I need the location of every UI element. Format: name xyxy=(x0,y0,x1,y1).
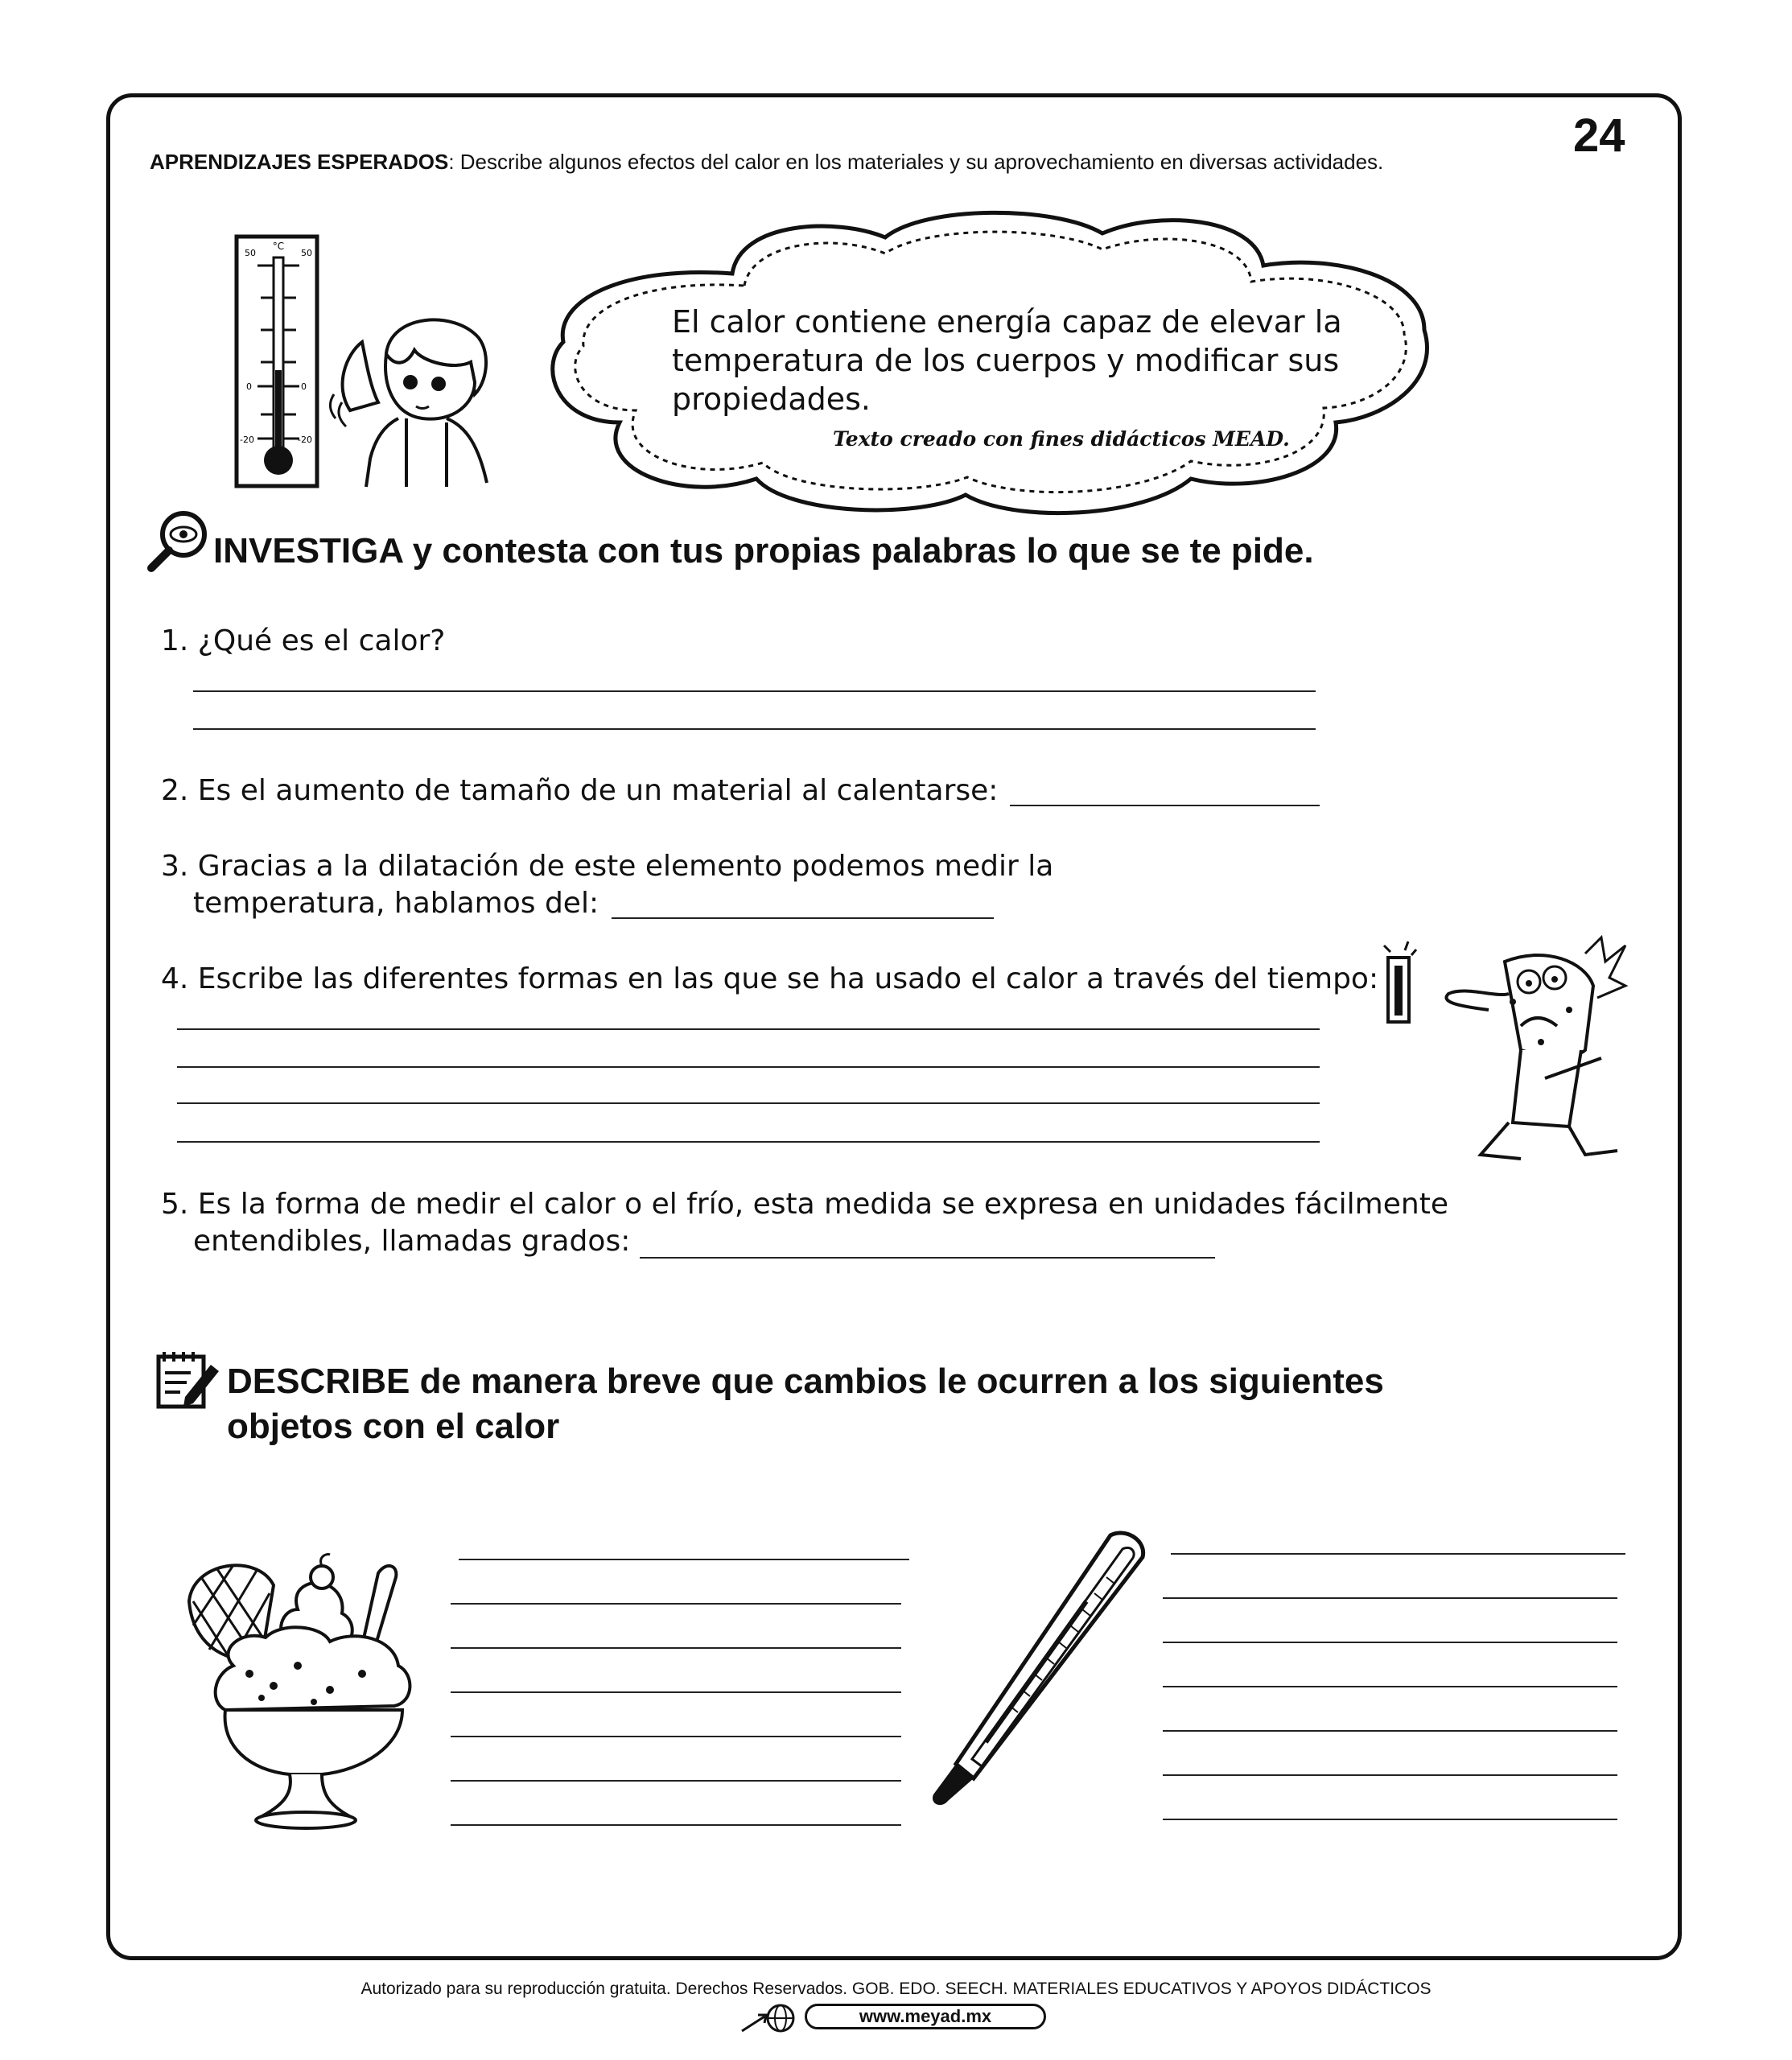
answer-line-icecream-4[interactable] xyxy=(451,1691,901,1693)
scale-top-left: 50 xyxy=(245,248,256,258)
answer-line-icecream-7[interactable] xyxy=(451,1824,901,1826)
question-1: 1. ¿Qué es el calor? xyxy=(161,624,446,657)
answer-line-thermometer-3[interactable] xyxy=(1163,1642,1617,1643)
answer-line-thermometer-6[interactable] xyxy=(1163,1774,1617,1776)
learning-objective xyxy=(150,150,1383,175)
answer-line-4d[interactable] xyxy=(177,1141,1320,1143)
magnifier-eye-icon xyxy=(145,509,209,573)
answer-line-icecream-6[interactable] xyxy=(451,1780,901,1782)
scale-bottom-left: -20 xyxy=(240,435,254,445)
website-link[interactable]: www.meyad.mx xyxy=(805,2004,1046,2029)
section2-title-line2: objetos con el calor xyxy=(227,1407,560,1446)
scale-unit: °C xyxy=(272,241,285,252)
scale-zero-right: 0 xyxy=(301,381,307,392)
answer-line-2[interactable] xyxy=(1010,805,1320,806)
answer-line-thermometer-7[interactable] xyxy=(1163,1819,1617,1820)
question-5-line2: entendibles, llamadas grados: xyxy=(193,1225,631,1258)
question-5-line1: 5. Es la forma de medir el calor o el frío, esta medida se expresa en unidades fácilmente xyxy=(161,1188,1448,1221)
question-3-line1: 3. Gracias a la dilatación de este elemento podemos medir la xyxy=(161,850,1054,883)
footer-copyright: Autorizado para su reproducción gratuita. Derechos Reservados. GOB. EDO. SEECH. MATERIALES EDUCATIVOS Y APOYOS DIDÁCTICOS xyxy=(360,1980,1432,1998)
answer-line-thermometer-4[interactable] xyxy=(1163,1686,1617,1687)
section1-title: INVESTIGA y contesta con tus propias palabras lo que se te pide. xyxy=(213,531,1314,571)
objective-text: : Describe algunos efectos del calor en los materiales y su aprovechamiento en diversas actividades. xyxy=(448,150,1384,174)
answer-line-thermometer-5[interactable] xyxy=(1163,1730,1617,1732)
section2-title-line1: DESCRIBE de manera breve que cambios le ocurren a los siguientes xyxy=(227,1362,1384,1401)
answer-line-5[interactable] xyxy=(640,1257,1215,1259)
answer-line-4c[interactable] xyxy=(177,1102,1320,1104)
answer-line-1b[interactable] xyxy=(193,728,1316,730)
hot-boy-illustration xyxy=(326,306,511,491)
question-2: 2. Es el aumento de tamaño de un material al calentarse: xyxy=(161,774,999,807)
answer-line-thermometer-1[interactable] xyxy=(1171,1553,1625,1555)
answer-line-4a[interactable] xyxy=(177,1028,1320,1030)
sweating-man-illustration xyxy=(1384,937,1642,1167)
clinical-thermometer-illustration xyxy=(925,1529,1159,1807)
answer-line-icecream-5[interactable] xyxy=(451,1736,901,1737)
objective-label: APRENDIZAJES ESPERADOS xyxy=(150,150,449,174)
cloud-credit: Texto creado con fines didácticos MEAD. xyxy=(833,427,1290,451)
ice-cream-sundae-illustration xyxy=(185,1553,443,1831)
globe-arrow-icon xyxy=(740,2002,805,2034)
scale-bottom-right: -20 xyxy=(298,435,312,445)
answer-line-icecream-2[interactable] xyxy=(451,1603,901,1605)
wall-thermometer-illustration xyxy=(233,233,322,491)
notepad-pencil-icon xyxy=(154,1350,220,1411)
question-3-line2: temperatura, hablamos del: xyxy=(193,887,599,920)
answer-line-3[interactable] xyxy=(612,917,994,919)
scale-zero-left: 0 xyxy=(246,381,252,392)
answer-line-1a[interactable] xyxy=(193,690,1316,692)
answer-line-4b[interactable] xyxy=(177,1066,1320,1068)
cloud-text: El calor contiene energía capaz de elevar la temperatura de los cuerpos y modificar sus propiedades. xyxy=(672,304,1342,417)
page-number: 24 xyxy=(1573,109,1625,162)
question-4: 4. Escribe las diferentes formas en las que se ha usado el calor a través del tiempo: xyxy=(161,962,1379,995)
answer-line-icecream-1[interactable] xyxy=(459,1559,909,1560)
scale-top-right: 50 xyxy=(301,248,312,258)
answer-line-thermometer-2[interactable] xyxy=(1163,1597,1617,1599)
answer-line-icecream-3[interactable] xyxy=(451,1647,901,1649)
